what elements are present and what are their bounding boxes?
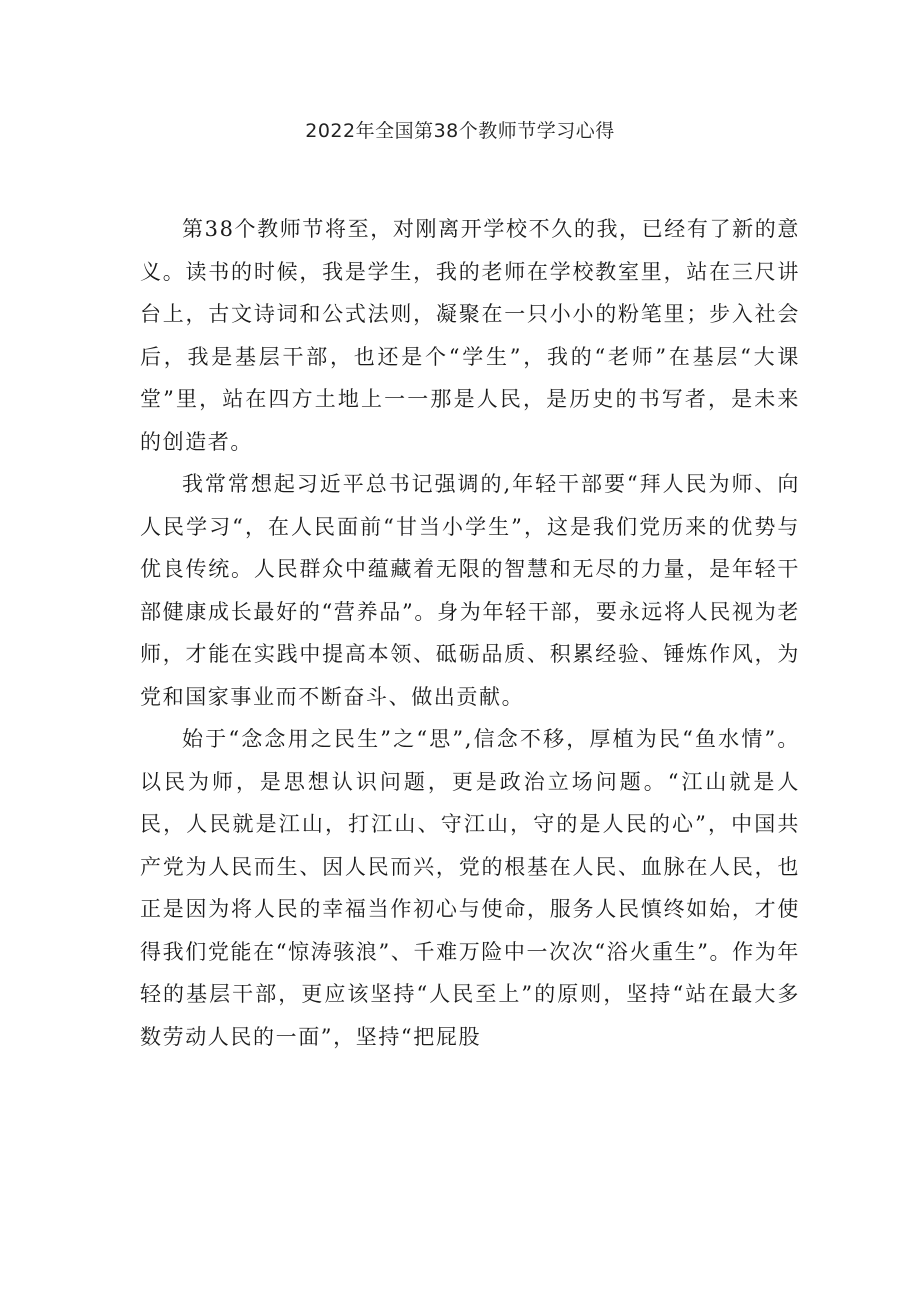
paragraph-2: 我常常想起习近平总书记强调的,年轻干部要“拜人民为师、向人民学习“，在人民面前“甘当小学生”，这是我们党历来的优势与优良传统。人民群众中蕴藏着无限的智慧和无尽的力量，是年轻干部健康成长最好的“营养品”。身为年轻干部，要永远将人民视为老师，才能在实践中提高本领、砥砺品质、积累经验、锤炼作风，为党和国家事业而不断奋斗、做出贡献。 [140, 472, 800, 709]
paragraph-3: 始于“念念用之民生”之“思”,信念不移，厚植为民“鱼水情”。以民为师，是思想认识问题，更是政治立场问题。“江山就是人民，人民就是江山，打江山、守江山，守的是人民的心”，中国共产党为人民而生、因人民而兴，党的根基在人民、血脉在人民，也正是因为将人民的幸福当作初心与使命，服务人民慎终如始，才使得我们党能在“惊涛骇浪”、千难万险中一次次“浴火重生”。作为年轻的基层干部，更应该坚持“人民至上”的原则，坚持“站在最大多数劳动人民的一面”，坚持“把屁股 [140, 727, 800, 1049]
document-body [140, 208, 800, 1058]
document-title: 2022年全国第38个教师节学习心得 [305, 120, 615, 142]
paragraph-1: 第38个教师节将至，对刚离开学校不久的我，已经有了新的意义。读书的时候，我是学生，我的老师在学校教室里，站在三尺讲台上，古文诗词和公式法则，凝聚在一只小小的粉笔里；步入社会后，我是基层干部，也还是个“学生”，我的“老师”在基层“大课堂”里，站在四方土地上一一那是人民，是历史的书写者，是未来的创造者。 [140, 217, 800, 454]
